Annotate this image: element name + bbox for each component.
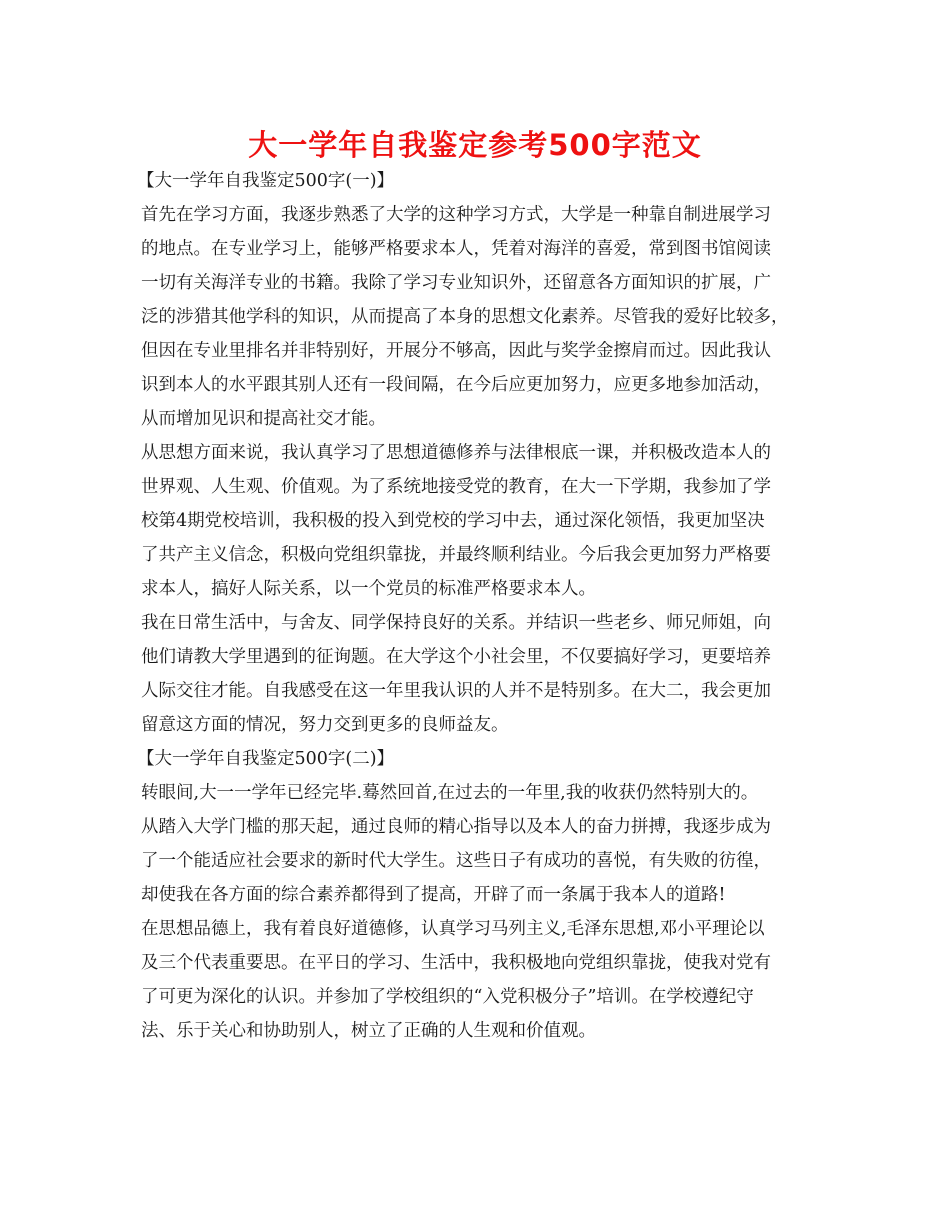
body-line: 人际交往才能。自我感受在这一年里我认识的人并不是特别多。在大二，我会更加 [141,681,771,701]
section-heading-2: 【大一学年自我鉴定500字(二)】 [137,749,395,769]
body-line: 求本人，搞好人际关系，以一个党员的标准严格要求本人。 [141,579,596,599]
document-body [137,164,821,1048]
section-heading-1: 【大一学年自我鉴定500字(一)】 [137,171,395,191]
body-line: 了可更为深化的认识。并参加了学校组织的“入党积极分子”培训。在学校遵纪守 [141,987,754,1007]
body-line: 我在日常生活中，与舍友、同学保持良好的关系。并结识一些老乡、师兄师姐，向 [141,613,771,633]
body-line: 从而增加见识和提高社交才能。 [141,409,386,429]
body-line: 从思想方面来说，我认真学习了思想道德修养与法律根底一课，并积极改造本人的 [141,443,771,463]
body-line: 校第4期党校培训，我积极的投入到党校的学习中去，通过深化领悟，我更加坚决 [141,511,765,531]
body-line: 他们请教大学里遇到的征询题。在大学这个小社会里，不仅要搞好学习，更要培养 [141,647,771,667]
body-line: 留意这方面的情况，努力交到更多的良师益友。 [141,715,509,735]
body-line: 在思想品德上，我有着良好道德修，认真学习马列主义,毛泽东思想,邓小平理论以 [141,919,765,939]
body-line: 了一个能适应社会要求的新时代大学生。这些日子有成功的喜悦，有失败的彷徨， [141,851,771,871]
body-line: 世界观、人生观、价值观。为了系统地接受党的教育，在大一下学期，我参加了学 [141,477,771,497]
body-line: 识到本人的水平跟其别人还有一段间隔，在今后应更加努力，应更多地参加活动， [141,375,771,395]
body-line: 法、乐于关心和协助别人，树立了正确的人生观和价值观。 [141,1021,596,1041]
body-line: 从踏入大学门槛的那天起，通过良师的精心指导以及本人的奋力拼搏，我逐步成为 [141,817,771,837]
body-line: 一切有关海洋专业的书籍。我除了学习专业知识外，还留意各方面知识的扩展，广 [141,273,771,293]
body-line: 的地点。在专业学习上，能够严格要求本人，凭着对海洋的喜爱，常到图书馆阅读 [141,239,771,259]
body-line: 转眼间,大一一学年已经完毕.蓦然回首,在过去的一年里,我的收获仍然特别大的。 [141,783,759,803]
body-line: 泛的涉猎其他学科的知识，从而提高了本身的思想文化素养。尽管我的爱好比较多， [141,307,789,327]
body-line: 首先在学习方面，我逐步熟悉了大学的这种学习方式，大学是一种靠自制进展学习 [141,205,771,225]
body-line: 却使我在各方面的综合素养都得到了提高，开辟了而一条属于我本人的道路! [141,885,726,905]
document-title: 大一学年自我鉴定参考500字范文 [248,128,702,162]
body-line: 及三个代表重要思。在平日的学习、生活中，我积极地向党组织靠拢，使我对党有 [141,953,771,973]
body-line: 但因在专业里排名并非特别好，开展分不够高，因此与奖学金擦肩而过。因此我认 [141,341,771,361]
body-line: 了共产主义信念，积极向党组织靠拢，并最终顺利结业。今后我会更加努力严格要 [141,545,771,565]
